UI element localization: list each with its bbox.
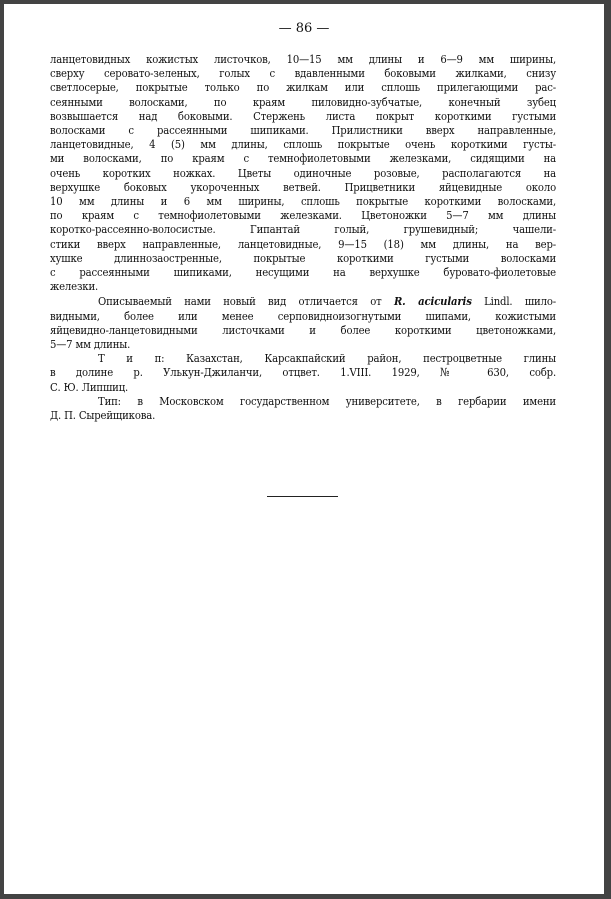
text-line xyxy=(50,294,556,309)
text-line: видными, более или менее серповидноизогнутыми шипами, кожистыми xyxy=(50,309,556,323)
text-line: сеянными волосками, по краям пиловидно-зубчатые, конечный зубец xyxy=(50,95,556,109)
text-line: в долине р. Улькун-Джиланчи, отцвет. 1.VIII. 1929, № 630, собр. xyxy=(50,366,556,380)
section-divider xyxy=(267,496,338,497)
page-number: — 86 — xyxy=(278,21,330,36)
text-line: хушке длиннозаостренные, покрытые короткими густыми волосками xyxy=(50,251,556,265)
paragraph-type-locality xyxy=(50,352,556,395)
paragraph-description xyxy=(50,53,556,294)
text-line: ланцетовидных кожистых листочков, 10—15 мм длины и 6—9 мм ширины, xyxy=(50,53,556,66)
text-line: Тип: в Московском государственном университете, в гербарии имени xyxy=(98,394,556,408)
text-line: по краям с темнофиолетовыми железками. Цветоножки 5—7 мм длины xyxy=(50,209,556,223)
text-line: светлосерые, покрытые только по жилкам или сплошь прилегающими рас- xyxy=(50,81,556,95)
text-fragment: Казахстан, Карсакпайский район, пестроцветные глины xyxy=(164,352,556,366)
text-fragment: Lindl. шило- xyxy=(471,295,556,309)
paragraph-type-storage xyxy=(50,395,556,423)
text-line: Д. П. Сырейщикова. xyxy=(50,409,156,423)
text-line: С. Ю. Липшиц. xyxy=(50,380,129,394)
text-line: ланцетовидные, 4 (5) мм длины, сплошь покрытые очень короткими густы- xyxy=(50,138,556,152)
text-line: яйцевидно-ланцетовидными листочками и более короткими цветоножками, xyxy=(50,323,556,337)
document-page xyxy=(4,4,604,894)
text-line: стики вверх направленные, ланцетовидные, 9—15 (18) мм длины, на вер- xyxy=(50,237,556,251)
text-line: 5—7 мм длины. xyxy=(50,338,131,352)
text-line: железки. xyxy=(50,280,99,294)
text-line: сверху серовато-зеленых, голых с вдавленными боковыми жилками, снизу xyxy=(50,67,556,81)
text-line: очень коротких ножках. Цветы одиночные розовые, располагаются на xyxy=(50,166,556,180)
text-line: волосками с рассеянными шипиками. Прилистники вверх направленные, xyxy=(50,124,556,138)
text-line: верхушке боковых укороченных ветвей. Прицветники яйцевидные около xyxy=(50,180,556,194)
paragraph-comparison xyxy=(50,294,556,352)
body-text xyxy=(50,53,556,423)
text-fragment: Описываемый нами новый вид отличается от xyxy=(98,295,394,309)
text-line xyxy=(50,352,556,366)
text-line: коротко-рассеянно-волосистые. Гипантай голый, грушевидный; чашели- xyxy=(50,223,556,237)
text-line: с рассеянными шипиками, несущими на верхушке буровато-фиолетовые xyxy=(50,266,556,280)
species-name: R. acicularis xyxy=(393,294,472,309)
text-line: 10 мм длины и 6 мм ширины, сплошь покрытые короткими волосками, xyxy=(50,195,556,209)
type-label: Т и п: xyxy=(98,352,165,366)
text-line: ми волосками, по краям с темнофиолетовыми железками, сидящими на xyxy=(50,152,556,166)
text-line: возвышается над боковыми. Стержень листа покрыт короткими густыми xyxy=(50,109,556,123)
